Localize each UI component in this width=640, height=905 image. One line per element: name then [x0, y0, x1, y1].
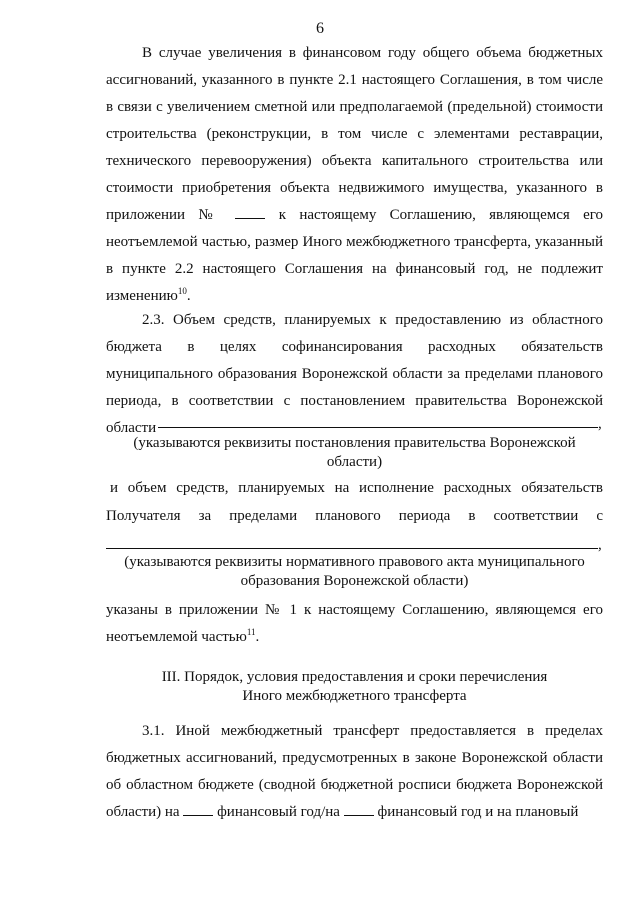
paragraph-text: указаны в приложении № 1 к настоящему Соглашению, являющемся его неотъемлемой частью [106, 602, 603, 645]
section-heading-line: Иного межбюджетного трансферта [242, 688, 467, 704]
paragraph-text: 2.3. Объем средств, планируемых к предоставлению из областного бюджета в целях софинансирования расходных обязательств муниципального образования Воронежской области за пределами планового периода, в соответствии с постановлением правительства Воронежской области [106, 312, 603, 436]
paragraph-text: финансовый год/на [217, 804, 340, 820]
paragraph-text: 3.1. Иной межбюджетный трансферт предоставляется в пределах бюджетных ассигнований, предусмотренных в законе Воронежской области об областном бюджете (сводной бюджетной росписи бюджета Воронежской области) на [106, 723, 603, 820]
blank-field [183, 802, 213, 816]
caption-municipal-act: (указываются реквизиты нормативного правового акта муниципального образования Воронежской области) [124, 554, 585, 589]
blank-line [106, 548, 598, 549]
paragraph-line: и объем средств, планируемых на исполнение расходных обязательств [110, 480, 603, 496]
paragraph-end: . [186, 288, 191, 304]
footnote-marker: 11 [246, 627, 256, 637]
paragraph-end: . [255, 629, 260, 645]
paragraph-text: финансовый год и на плановый [377, 804, 579, 820]
page-number: 6 [316, 20, 324, 37]
paragraph-2-3 [106, 307, 603, 442]
footnote-marker: 10 [177, 286, 187, 296]
blank-field [235, 205, 265, 219]
paragraph-3-1 [106, 718, 603, 826]
line-tail: , [598, 416, 602, 432]
section-heading-line: III. Порядок, условия предоставления и сроки перечисления [161, 669, 548, 685]
blank-line [158, 427, 598, 428]
line-tail: , [598, 537, 602, 553]
paragraph-appendix [106, 597, 603, 651]
paragraph-text: В случае увеличения в финансовом году общего объема бюджетных ассигнований, указанного в пункте 2.1 настоящего Соглашения, в том числе в связи с увеличением сметной или предполагаемой (предельной) стоимости строительства (реконструкции, в том числе с элементами реставрации, технического перевооружения) объекта капитального строительства или стоимости приобретения объекта недвижимого имущества, указанного в приложении № [106, 45, 603, 223]
paragraph-budget-increase [106, 40, 603, 310]
paragraph-text: к настоящему Соглашению, являющемся его неотъемлемой частью, размер Иного межбюджетного трансферта, указанный в пункте 2.2 настоящего Соглашения на финансовый год, не подлежит изменению [106, 207, 604, 304]
blank-field [344, 802, 374, 816]
caption-government-decree: (указываются реквизиты постановления правительства Воронежской области) [133, 435, 576, 470]
section-heading [106, 668, 603, 706]
paragraph-line: Получателя за пределами планового периода в соответствии с [106, 508, 603, 524]
